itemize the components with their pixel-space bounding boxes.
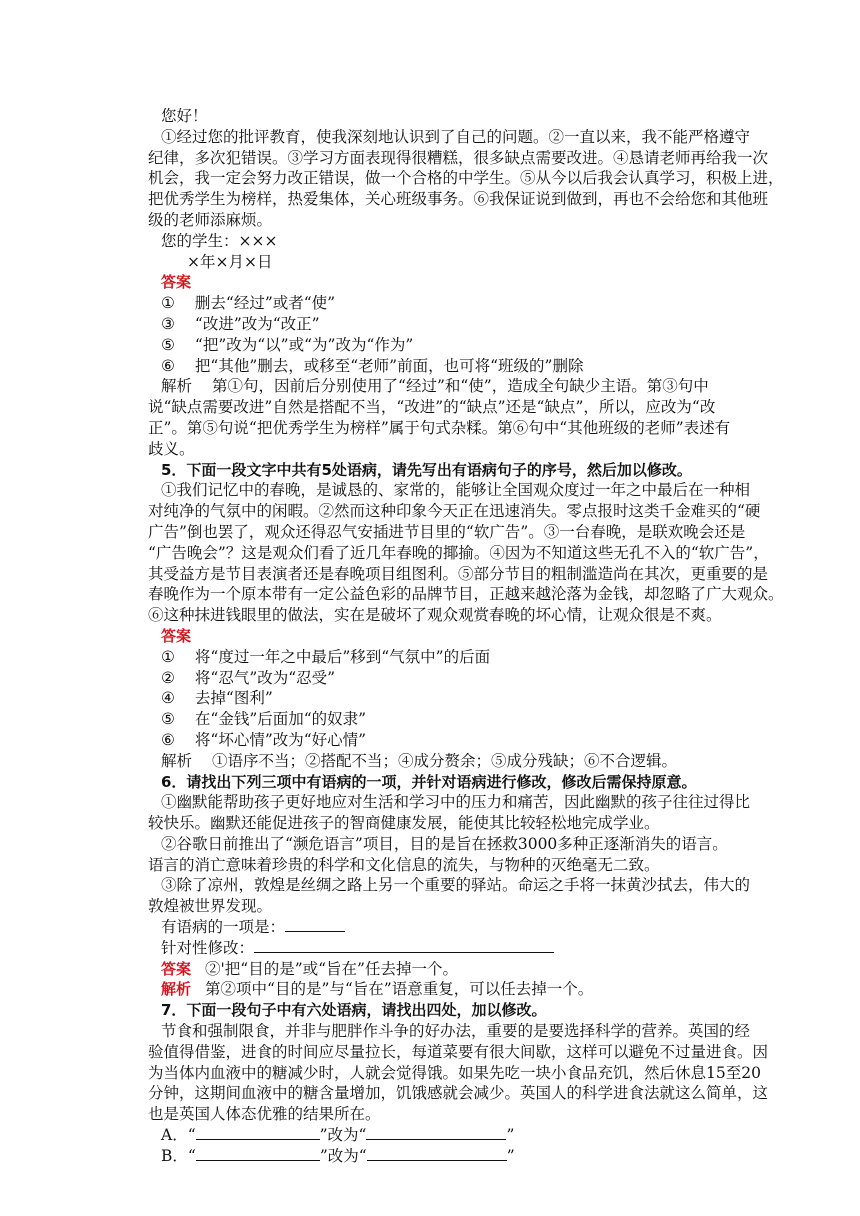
option-line: ③除了凉州，敦煌是丝绸之路上另一个重要的驿站。命运之手将一抹黄沙拭去，伟大的 [161,876,751,895]
letter-line: 机会，我一定会努力改正错误，做一个合格的中学生。⑤从今以后我会认真学习，积极上进， [148,169,784,188]
answer-blank[interactable] [196,1125,320,1140]
analysis-line [161,979,721,1000]
passage-line: 也是英国人体态优雅的结果所在。 [148,1105,381,1124]
analysis-line: 说“缺点需要改进”自然是搭配不当，“改进”的“缺点”还是“缺点”，所以，应改为“改 [148,398,716,417]
answer-text: 将“度过一年之中最后”移到“气氛中”的后面 [194,647,491,666]
passage-line: 对纯净的气氛中的闲暇。②然而这种印象今天正在迅速消失。零点报时这类千金难买的“硬 [148,502,761,521]
question-title: 5．下面一段文字中共有5处语病，请先写出有语病句子的序号，然后加以修改。 [161,460,692,479]
row-prefix: A．“ [161,1126,196,1145]
fill-row [161,1146,721,1167]
answer-label: 答案 [161,959,192,978]
question-title: 6．请找出下列三项中有语病的一项，并针对语病进行修改，修改后需保持原意。 [161,772,697,791]
answer-line [161,959,721,980]
passage-line: ①我们记忆中的春晚，是诚恳的、家常的，能够让全国观众度过一年之中最后在一种相 [161,481,751,500]
answer-label: 答案 [161,626,192,645]
answer-blank[interactable] [366,1125,506,1140]
letter-signature: 您的学生：××× [161,231,278,250]
answer-item [161,709,721,730]
passage-line: 为当体内血液中的糖减少时，人就会觉得饿。如果先吃一块小食品充饥，然后休息15至20 [148,1063,761,1082]
answer-num: ③ [161,314,175,333]
analysis-line: 正”。第⑤句说“把优秀学生为榜样”属于句式杂糅。第⑥句中“其他班级的老师”表述有 [148,418,731,437]
option-line: ①幽默能帮助孩子更好地应对生活和学习中的压力和痛苦，因此幽默的孩子往往过得比 [161,793,751,812]
letter-line: ①经过您的批评教育，使我深刻地认识到了自己的问题。②一直以来，我不能严格遵守 [161,127,751,146]
passage-line: 验值得借鉴，进食的时间应尽量拉长，每道菜要有很大间歇，这样可以避免不过量进食。因 [148,1042,769,1061]
row-prefix: B．“ [161,1146,196,1165]
analysis-text: 第②项中“目的是”与“旨在”语意重复，可以任去掉一个。 [205,980,594,999]
answer-text: 将“忍气”改为“忍受” [194,668,336,687]
analysis-label: 解析 [161,377,193,396]
analysis-label: 解析 [161,980,192,999]
analysis-line [161,376,721,397]
answer-item [161,688,721,709]
passage-line: ⑥这种抹进钱眼里的做法，实在是破坏了观众观赏春晚的坏心情，让观众很是不爽。 [148,606,722,625]
answer-num: ⑥ [161,730,175,749]
row-suffix: ” [506,1146,515,1165]
answer-blank[interactable] [254,938,554,953]
answer-num: ④ [161,689,175,708]
analysis-line [161,751,721,772]
answer-text: 删去“经过”或者“使” [194,294,336,313]
passage-line: 节食和强制限食，并非与肥胖作斗争的好办法，重要的是要选择科学的营养。英国的经 [161,1022,751,1041]
option-line: 语言的消亡意味着珍贵的科学和文化信息的流失，与物种的灭绝毫无二致。 [148,855,660,874]
answer-num: ⑤ [161,710,175,729]
answer-blank[interactable] [285,917,345,932]
analysis-label: 解析 [161,751,193,770]
passage-line: 广告”倒也罢了，观众还得忍气安插进节目里的“软广告”。③一台春晚，是联欢晚会还是 [148,522,746,541]
answer-item [161,356,721,377]
answer-item [161,668,721,689]
answer-num: ① [161,294,175,313]
fill-line [161,938,721,959]
answer-num: ① [161,647,175,666]
answer-item [161,647,721,668]
fill-label: 有语病的一项是： [161,918,286,937]
letter-date: ×年×月×日 [187,252,273,271]
fill-line [161,917,721,938]
answer-text: 在“金钱”后面加“的奴隶” [194,710,367,729]
passage-line: 分钟，这期间血液中的糖含量增加，饥饿感就会减少。英国人的科学进食法就这么简单，这 [148,1084,769,1103]
option-line: 敦煌被世界发现。 [148,897,273,916]
answer-item [161,730,721,751]
passage-line: “广告晚会”？这是观众们看了近几年春晚的揶揄。④因为不知道这些无孔不入的“软广告”， [148,543,769,562]
row-middle: ”改为“ [319,1126,367,1145]
answer-item [161,335,721,356]
answer-text: 将“坏心情”改为“好心情” [194,730,367,749]
answer-item [161,314,721,335]
row-suffix: ” [506,1126,515,1145]
answer-blank[interactable] [367,1146,507,1161]
document-body [148,106,784,1167]
letter-line: 级的老师添麻烦。 [148,210,273,229]
answer-text: “把”改为“以”或“为”改为“作为” [194,335,414,354]
answer-text: “改进”改为“改正” [194,314,320,333]
question-title: 7．下面一段句子中有六处语病，请找出四处，加以修改。 [161,1001,547,1020]
answer-text: 去掉“图利” [194,689,273,708]
passage-line: 其受益方是节目表演者还是春晚项目组图利。⑤部分节目的粗制滥造尚在其次，更重要的是 [148,564,769,583]
analysis-text: ①语序不当；②搭配不当；④成分赘余；⑤成分残缺；⑥不合逻辑。 [212,751,678,770]
answer-label: 答案 [161,273,192,292]
answer-text: 把“其他”删去，或移至“老师”前面，也可将“班级的”删除 [194,356,584,375]
letter-line: 把优秀学生为榜样，热爱集体，关心班级事务。⑥我保证说到做到，再也不会给您和其他班 [148,190,769,209]
answer-text: ②'把“目的是”或“旨在”任去掉一个。 [205,959,458,978]
letter-greeting: 您好！ [161,107,208,125]
passage-line: 春晚作为一个原本带有一定公益色彩的品牌节目，正越来越沦落为金钱，却忽略了广大观众。 [148,585,784,604]
option-line: 较快乐。幽默还能促进孩子的智商健康发展，能使其比较轻松地完成学业。 [148,814,660,833]
letter-line: 纪律，多次犯错误。③学习方面表现得很糟糕，很多缺点需要改进。④恳请老师再给我一次 [148,148,769,167]
answer-num: ② [161,668,175,687]
analysis-text: 第①句，因前后分别使用了“经过”和“使”，造成全句缺少主语。第③句中 [212,377,709,396]
fill-row [161,1125,721,1146]
option-line: ②谷歌日前推出了“濒危语言”项目，目的是旨在拯救3000多种正逐渐消失的语言。 [161,834,728,853]
answer-blank[interactable] [196,1146,320,1161]
answer-num: ⑥ [161,356,175,375]
row-middle: ”改为“ [319,1146,367,1165]
fill-label: 针对性修改： [161,938,255,957]
answer-num: ⑤ [161,335,175,354]
analysis-line: 歧义。 [148,439,195,458]
answer-item [161,293,721,314]
